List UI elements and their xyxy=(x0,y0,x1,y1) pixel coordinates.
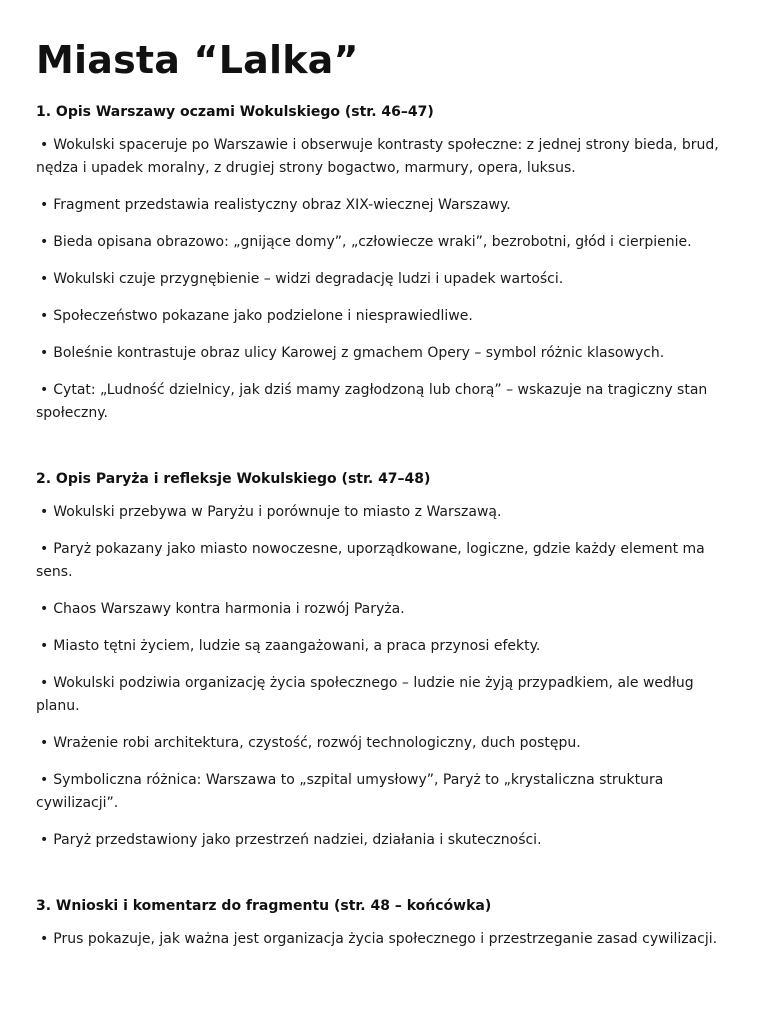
bullet-glyph: • xyxy=(40,832,49,848)
list-item-text: Bieda opisana obrazowo: „gnijące domy”, „człowiecze wraki”, bezrobotni, głód i cierpienie. xyxy=(53,234,692,250)
list-item xyxy=(36,194,732,217)
list-item xyxy=(36,134,732,180)
list-item-text: Boleśnie kontrastuje obraz ulicy Karowej z gmachem Opery – symbol różnic klasowych. xyxy=(53,345,665,361)
section-paryz xyxy=(36,469,732,852)
list-item-text: Fragment przedstawia realistyczny obraz XIX-wiecznej Warszawy. xyxy=(53,197,511,213)
bullet-glyph: • xyxy=(40,675,49,691)
list-item-text: Chaos Warszawy kontra harmonia i rozwój Paryża. xyxy=(53,601,405,617)
list-item xyxy=(36,379,732,425)
bullet-glyph: • xyxy=(40,345,49,361)
section-wnioski xyxy=(36,896,732,951)
bullet-glyph: • xyxy=(40,234,49,250)
list-item xyxy=(36,538,732,584)
list-item-text: Paryż przedstawiony jako przestrzeń nadziei, działania i skuteczności. xyxy=(53,832,542,848)
list-item-text: Paryż pokazany jako miasto nowoczesne, uporządkowane, logiczne, gdzie każdy element ma sens. xyxy=(36,541,705,580)
document-title: Miasta “Lalka” xyxy=(36,38,359,82)
list-item-text: Symboliczna różnica: Warszawa to „szpital umysłowy”, Paryż to „krystaliczna struktura cywilizacji”. xyxy=(36,772,664,811)
bullet-glyph: • xyxy=(40,541,49,557)
bullet-glyph: • xyxy=(40,271,49,287)
bullet-glyph: • xyxy=(40,735,49,751)
list-item xyxy=(36,928,732,951)
list-item xyxy=(36,829,732,852)
list-item-text: Miasto tętni życiem, ludzie są zaangażowani, a praca przynosi efekty. xyxy=(53,638,541,654)
bullet-glyph: • xyxy=(40,504,49,520)
bullet-glyph: • xyxy=(40,382,49,398)
list-item xyxy=(36,231,732,254)
bullet-glyph: • xyxy=(40,772,49,788)
list-item-text: Wokulski spaceruje po Warszawie i obserwuje kontrasty społeczne: z jednej strony bieda, brud, nędza i upadek moralny, z drugiej strony bogactwo, marmury, opera, luksus. xyxy=(36,137,719,176)
bullet-glyph: • xyxy=(40,137,49,153)
list-item-text: Wokulski czuje przygnębienie – widzi degradację ludzi i upadek wartości. xyxy=(53,271,564,287)
section-heading: 1. Opis Warszawy oczami Wokulskiego (str. 46–47) xyxy=(36,104,434,120)
section-heading: 2. Opis Paryża i refleksje Wokulskiego (str. 47–48) xyxy=(36,471,431,487)
section-spacer xyxy=(36,866,732,896)
list-item-text: Wokulski podziwia organizację życia społecznego – ludzie nie żyją przypadkiem, ale według planu. xyxy=(36,675,694,714)
section-spacer xyxy=(36,439,732,469)
list-item xyxy=(36,342,732,365)
list-item xyxy=(36,635,732,658)
bullet-glyph: • xyxy=(40,638,49,654)
list-item-text: Wrażenie robi architektura, czystość, rozwój technologiczny, duch postępu. xyxy=(53,735,581,751)
list-item xyxy=(36,769,732,815)
section-heading: 3. Wnioski i komentarz do fragmentu (str. 48 – końcówka) xyxy=(36,898,492,914)
bullet-glyph: • xyxy=(40,931,49,947)
list-item xyxy=(36,501,732,524)
list-item xyxy=(36,732,732,755)
bullet-glyph: • xyxy=(40,308,49,324)
list-item xyxy=(36,598,732,621)
list-item xyxy=(36,672,732,718)
bullet-glyph: • xyxy=(40,601,49,617)
list-item-text: Społeczeństwo pokazane jako podzielone i niesprawiedliwe. xyxy=(53,308,473,324)
section-warszawa xyxy=(36,102,732,425)
list-item xyxy=(36,305,732,328)
list-item-text: Prus pokazuje, jak ważna jest organizacja życia społecznego i przestrzeganie zasad cywilizacji. xyxy=(53,931,718,947)
list-item xyxy=(36,268,732,291)
list-item-text: Cytat: „Ludność dzielnicy, jak dziś mamy zagłodzoną lub chorą” – wskazuje na tragiczny stan społeczny. xyxy=(36,382,708,421)
bullet-glyph: • xyxy=(40,197,49,213)
list-item-text: Wokulski przebywa w Paryżu i porównuje to miasto z Warszawą. xyxy=(53,504,502,520)
